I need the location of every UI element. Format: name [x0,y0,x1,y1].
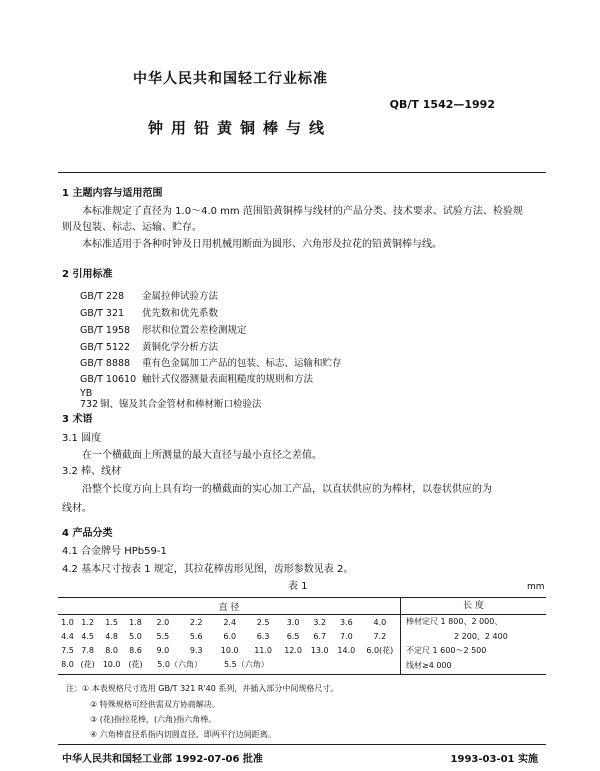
standard-title: 中华人民共和国轻工行业标准 [133,71,328,87]
term-3-2-text-line2: 线材。 [62,503,92,514]
implementation-date: 1993-03-01 实施 [450,754,538,765]
length-header: 长 度 [401,598,546,615]
table-row: 8.0 (花) 10.0 (花) 5.0（六角） 5.5（六角） [61,659,269,669]
diameter-header: 直 径 [218,602,240,613]
table-unit: mm [527,582,545,592]
item-4-2: 4.2 基本尺寸按表 1 规定，其拉花棒齿形见图，齿形参数见表 2。 [62,564,354,575]
reference-item: GB/T 321 优先数和优先系数 [80,308,219,319]
term-3-1-heading: 3.1 圆度 [62,433,102,444]
table-row: 1.0 1.2 1.5 1.8 2.0 2.2 2.4 2.5 3.0 3.2 3.6 4.0 [61,617,387,627]
reference-item: GB/T 5122 黄铜化学分析方法 [80,342,219,353]
footer-rule [58,744,546,745]
standard-code: QB/T 1542—1992 [389,98,495,111]
diameter-table [58,598,400,671]
item-4-1: 4.1 合金牌号 HPb59-1 [62,546,167,557]
table-note: 注：① 本表规格尺寸选用 GB/T 321 R'40 系列，并插入部分中间规格尺寸。 [66,684,339,693]
term-3-2-text-line1: 沿整个长度方向上具有均一的横截面的实心加工产品，以直状供应的为棒材，以卷状供应的为 [82,484,492,495]
length-bar-fixed-cont: 2 200、2 400 [454,632,508,641]
table-note: ② 特殊规格可经供需双方协商解决。 [90,700,220,709]
length-bar-fixed: 棒材定尺 1 800、2 000、 [406,617,503,626]
term-3-1-text: 在一个横截面上所测量的最大直径与最小直径之差值。 [82,450,322,461]
section-3-heading: 3 术语 [62,414,93,425]
reference-item: YB 732 铜、镍及其合金管材和棒材断口检验法 [80,388,262,410]
section-4-heading: 4 产品分类 [62,528,113,539]
section-2-heading: 2 引用标准 [62,269,113,280]
header-rule [58,172,546,173]
reference-item: GB/T 1958 形状和位置公差检测规定 [80,325,247,336]
reference-item: GB/T 8888 重有色金属加工产品的包装、标志、运输和贮存 [80,358,342,369]
reference-item: GB/T 228 金属拉伸试验方法 [80,291,219,302]
section-1-text-line2: 则及包装、标志、运输、贮存。 [62,222,202,233]
term-3-2-heading: 3.2 棒、线材 [62,466,122,477]
section-1-heading: 1 主题内容与适用范围 [62,188,163,199]
table-row: 4.4 4.5 4.8 5.0 5.5 5.6 6.0 6.3 6.5 6.7 7.0 7.2 [61,631,387,641]
approval-line: 中华人民共和国轻工业部 1992-07-06 批准 [62,754,263,765]
table-note: ③ (花)指拉花棒，(六角)指六角棒。 [90,715,217,724]
section-1-text-line1: 本标准规定了直径为 1.0～4.0 mm 范围铅黄铜棒与线材的产品分类、技术要求、试验方法、检验规 [82,206,523,217]
length-bar-random: 不定尺 1 600～2 500 [406,646,487,655]
table-note: ④ 六角棒直径系指内切圆直径，即两平行边间距离。 [90,730,276,739]
table-row: 7.5 7.8 8.0 8.6 9.0 9.3 10.0 11.0 12.0 13.0 14.0 6.0(花) [61,645,394,655]
document-title: 钟用铅黄铜棒与线 [148,119,333,137]
reference-item: GB/T 10610 触针式仪器测量表面粗糙度的规则和方法 [80,374,314,385]
table-caption: 表 1 [288,581,308,592]
length-wire: 线材≥4 000 [406,661,452,670]
table-1 [58,597,546,675]
section-1-scope: 本标准适用于各种时钟及日用机械用断面为圆形、六角形及拉花的铅黄铜棒与线。 [82,239,442,250]
